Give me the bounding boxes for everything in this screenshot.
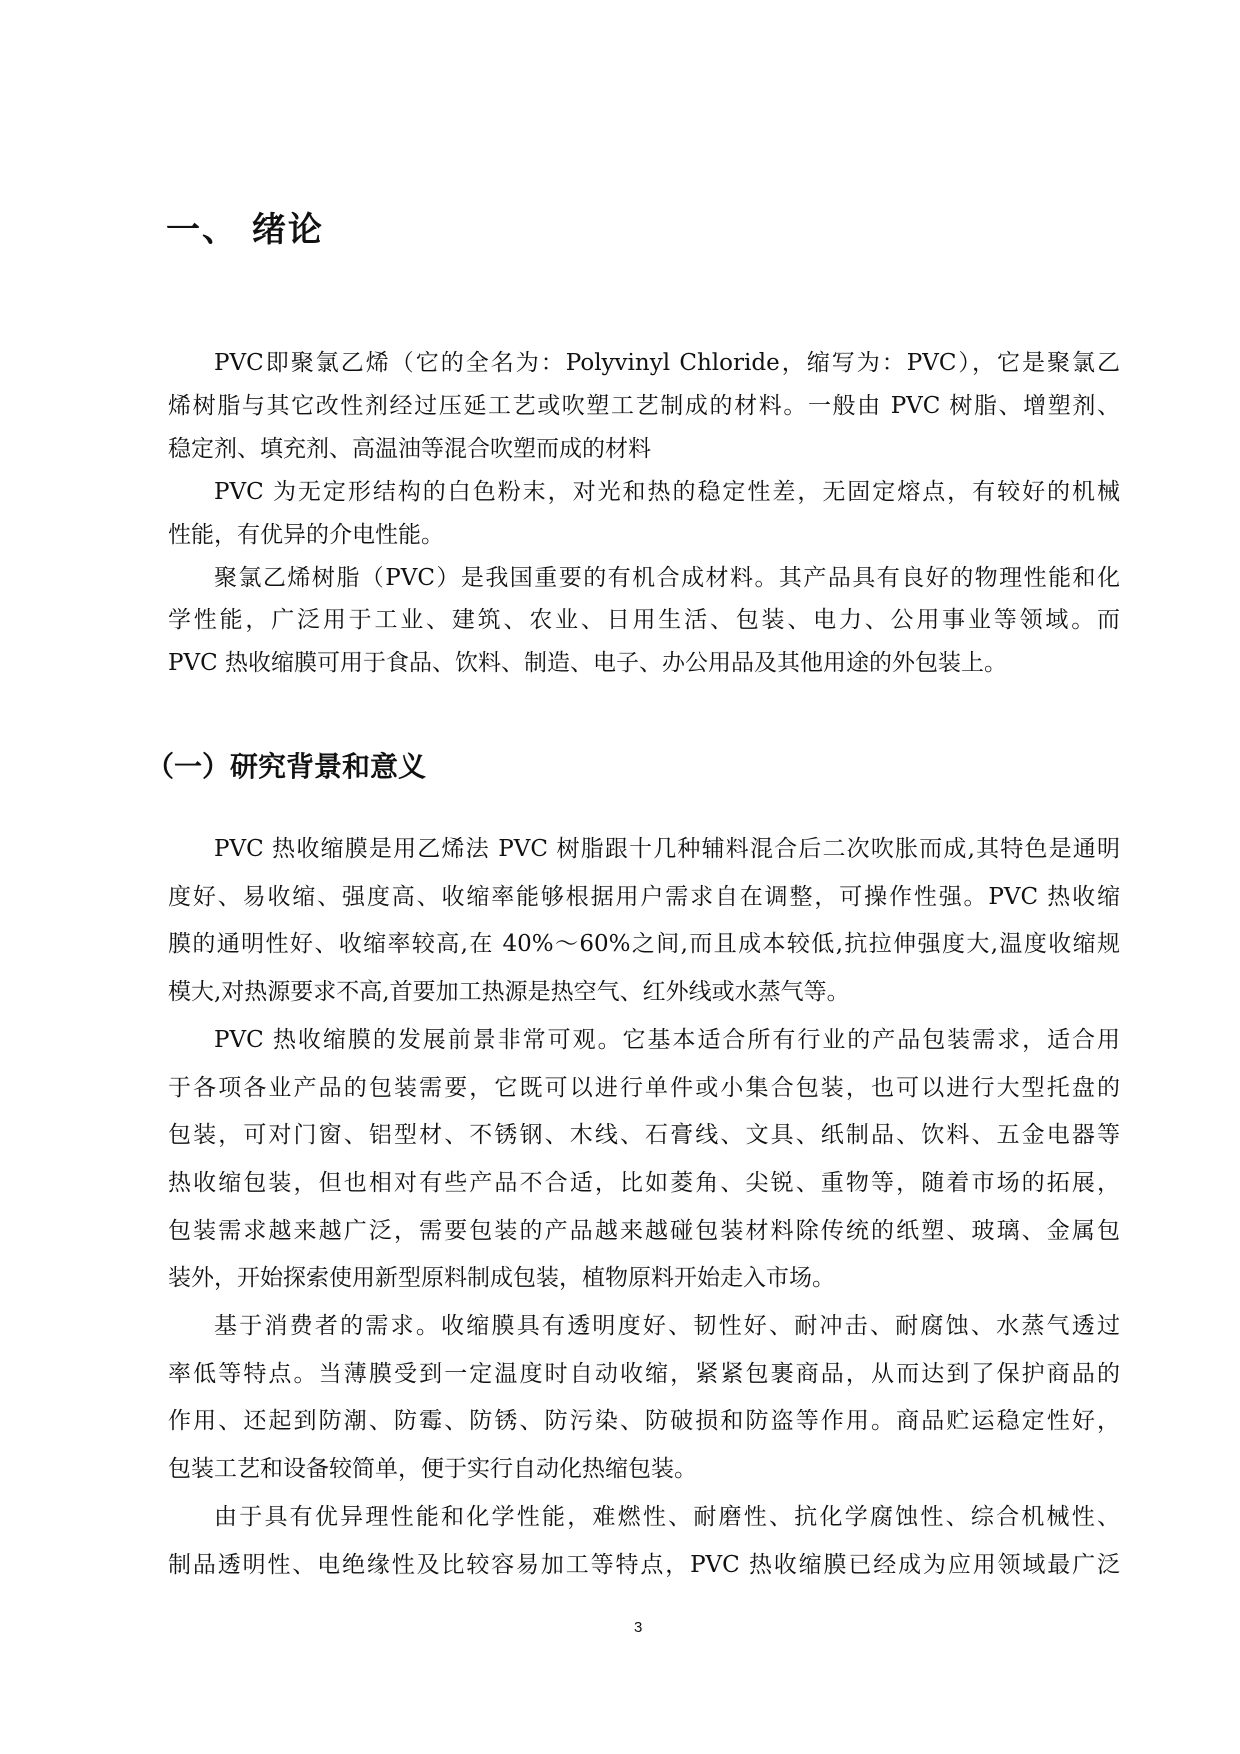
paragraph-line: 包装需求越来越广泛，需要包装的产品越来越碰包装材料除传统的纸塑、玻璃、金属包 [168, 1217, 1120, 1244]
paragraph-line: 制品透明性、电绝缘性及比较容易加工等特点，PVC 热收缩膜已经成为应用领域最广泛 [168, 1551, 1120, 1578]
paragraph-line: 基于消费者的需求。收缩膜具有透明度好、韧性好、耐冲击、耐腐蚀、水蒸气透过 [214, 1313, 1120, 1339]
paragraph-line: 性能，有优异的介电性能。 [168, 521, 444, 548]
paragraph-line: 稳定剂、填充剂、高温油等混合吹塑而成的材料 [168, 435, 651, 462]
paragraph-line: 包装，可对门窗、铝型材、不锈钢、木线、石膏线、文具、纸制品、饮料、五金电器等 [168, 1122, 1120, 1149]
paragraph-line: 度好、易收缩、强度高、收缩率能够根据用户需求自在调整，可操作性强。PVC 热收缩 [168, 883, 1120, 910]
paragraph-line: 作用、还起到防潮、防霉、防锈、防污染、防破损和防盗等作用。商品贮运稳定性好， [168, 1408, 1120, 1435]
page-number: 3 [634, 1619, 643, 1636]
section-heading: （一）研究背景和意义 [146, 750, 427, 783]
paragraph-line: 烯树脂与其它改性剂经过压延工艺或吹塑工艺制成的材料。一般由 PVC 树脂、增塑剂、 [168, 392, 1120, 419]
paragraph-line: 热收缩包装，但也相对有些产品不合适，比如菱角、尖锐、重物等，随着市场的拓展， [168, 1169, 1120, 1196]
paragraph-line: 率低等特点。当薄膜受到一定温度时自动收缩，紧紧包裹商品，从而达到了保护商品的 [168, 1360, 1120, 1387]
paragraph-line: 学性能，广泛用于工业、建筑、农业、日用生活、包装、电力、公用事业等领域。而 [168, 607, 1120, 634]
paragraph-line: PVC 热收缩膜可用于食品、饮料、制造、电子、办公用品及其他用途的外包装上。 [168, 650, 1007, 677]
paragraph-line: PVC 热收缩膜的发展前景非常可观。它基本适合所有行业的产品包装需求，适合用 [214, 1026, 1120, 1053]
paragraph-line: 由于具有优异理性能和化学性能，难燃性、耐磨性、抗化学腐蚀性、综合机械性、 [214, 1503, 1120, 1530]
paragraph-line: 膜的通明性好、收缩率较高,在 40%～60%之间,而且成本较低,抗拉伸强度大,温度收缩规 [168, 931, 1120, 958]
paragraph-line: 于各项各业产品的包装需要，它既可以进行单件或小集合包装，也可以进行大型托盘的 [168, 1074, 1120, 1101]
paragraph-line: 聚氯乙烯树脂（PVC）是我国重要的有机合成材料。其产品具有良好的物理性能和化 [214, 564, 1120, 591]
chapter-heading: 一、 绪论 [166, 210, 324, 250]
paragraph-line: 装外，开始探索使用新型原料制成包装，植物原料开始走入市场。 [168, 1265, 835, 1292]
paragraph-line: PVC即聚氯乙烯（它的全名为：Polyvinyl Chloride，缩写为：PVC），它是聚氯乙 [214, 350, 1120, 376]
paragraph-line: PVC 为无定形结构的白色粉末，对光和热的稳定性差，无固定熔点，有较好的机械 [214, 478, 1120, 505]
paragraph-line: 模大,对热源要求不高,首要加工热源是热空气、红外线或水蒸气等。 [168, 979, 850, 1006]
paragraph-line: PVC 热收缩膜是用乙烯法 PVC 树脂跟十几种辅料混合后二次吹胀而成,其特色是通明 [214, 836, 1120, 862]
paragraph-line: 包装工艺和设备较简单，便于实行自动化热缩包装。 [168, 1456, 697, 1483]
